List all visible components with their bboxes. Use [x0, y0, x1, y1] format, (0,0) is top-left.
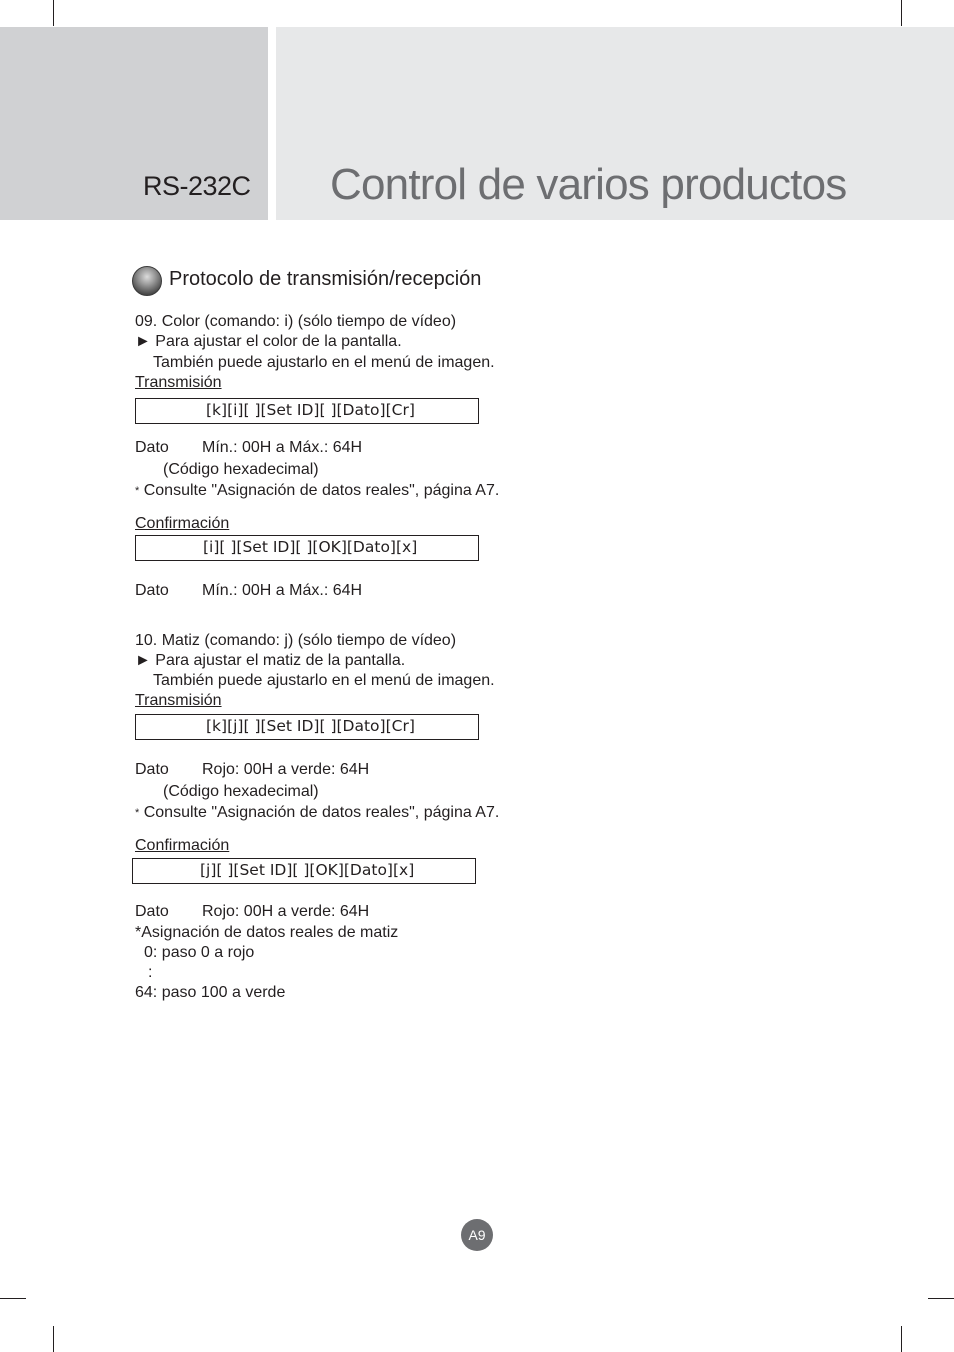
item9-data-range: Mín.: 00H a Máx.: 64H: [202, 439, 363, 456]
item9-confirmation-label: Confirmación: [135, 515, 230, 532]
item10-reference-note: [135, 803, 499, 823]
item10-data-label: Dato: [135, 761, 169, 778]
item10-confirmation-command-text: [j][ ][Set ID][ ][OK][Dato][x]: [200, 861, 415, 879]
item9-heading: 09. Color (comando: i) (sólo tiempo de vídeo): [135, 313, 457, 330]
item9-transmission-label: Transmisión: [135, 374, 222, 391]
page-number-badge: A9: [461, 1219, 493, 1251]
page-title: Control de varios productos: [330, 160, 847, 209]
item10-mapping-separator: :: [148, 964, 153, 981]
item10-hex-note: (Código hexadecimal): [163, 783, 319, 800]
item10-heading: 10. Matiz (comando: j) (sólo tiempo de vídeo): [135, 632, 457, 649]
item10-reference-asterisk: *: [135, 807, 140, 819]
crop-mark: [901, 0, 902, 26]
item10-confirmation-label: Confirmación: [135, 837, 230, 854]
section-title: Protocolo de transmisión/recepción: [169, 268, 482, 290]
item9-transmission-command-text: [k][i][ ][Set ID][ ][Dato][Cr]: [206, 401, 415, 419]
item10-transmission-label: Transmisión: [135, 692, 222, 709]
item10-mapping-64: 64: paso 100 a verde: [135, 984, 286, 1001]
crop-mark: [53, 1326, 54, 1352]
item10-transmission-command-text: [k][j][ ][Set ID][ ][Dato][Cr]: [206, 717, 415, 735]
header-subtitle: RS-232C: [143, 171, 251, 201]
item10-transmission-command: [135, 714, 479, 740]
item10-mapping-title: *Asignación de datos reales de matiz: [135, 924, 399, 941]
crop-mark: [901, 1326, 902, 1352]
item10-ack-data-label: Dato: [135, 903, 169, 920]
item9-reference-asterisk: *: [135, 485, 140, 497]
item10-desc1: ► Para ajustar el matiz de la pantalla.: [135, 652, 406, 669]
item10-ack-data-range: Rojo: 00H a verde: 64H: [202, 903, 370, 920]
item9-hex-note: (Código hexadecimal): [163, 461, 319, 478]
item9-confirmation-command: [135, 535, 479, 561]
item9-ack-data-range: Mín.: 00H a Máx.: 64H: [202, 582, 363, 599]
item10-reference-text: Consulte "Asignación de datos reales", página A7.: [139, 804, 500, 821]
item9-transmission-command: [135, 398, 479, 424]
section-bullet-icon: [132, 266, 162, 296]
item9-data-label: Dato: [135, 439, 169, 456]
crop-mark: [0, 1298, 26, 1299]
item9-desc1: ► Para ajustar el color de la pantalla.: [135, 333, 402, 350]
item9-confirmation-command-text: [i][ ][Set ID][ ][OK][Dato][x]: [203, 538, 418, 556]
item9-desc2: También puede ajustarlo en el menú de imagen.: [153, 354, 495, 371]
item10-confirmation-command: [132, 858, 476, 884]
crop-mark: [53, 0, 54, 26]
crop-mark: [928, 1298, 954, 1299]
item10-data-range: Rojo: 00H a verde: 64H: [202, 761, 370, 778]
item10-desc2: También puede ajustarlo en el menú de imagen.: [153, 672, 495, 689]
item9-ack-data-label: Dato: [135, 582, 169, 599]
item9-reference-note: [135, 481, 499, 501]
item9-reference-text: Consulte "Asignación de datos reales", página A7.: [139, 482, 500, 499]
item10-mapping-0: 0: paso 0 a rojo: [144, 944, 255, 961]
